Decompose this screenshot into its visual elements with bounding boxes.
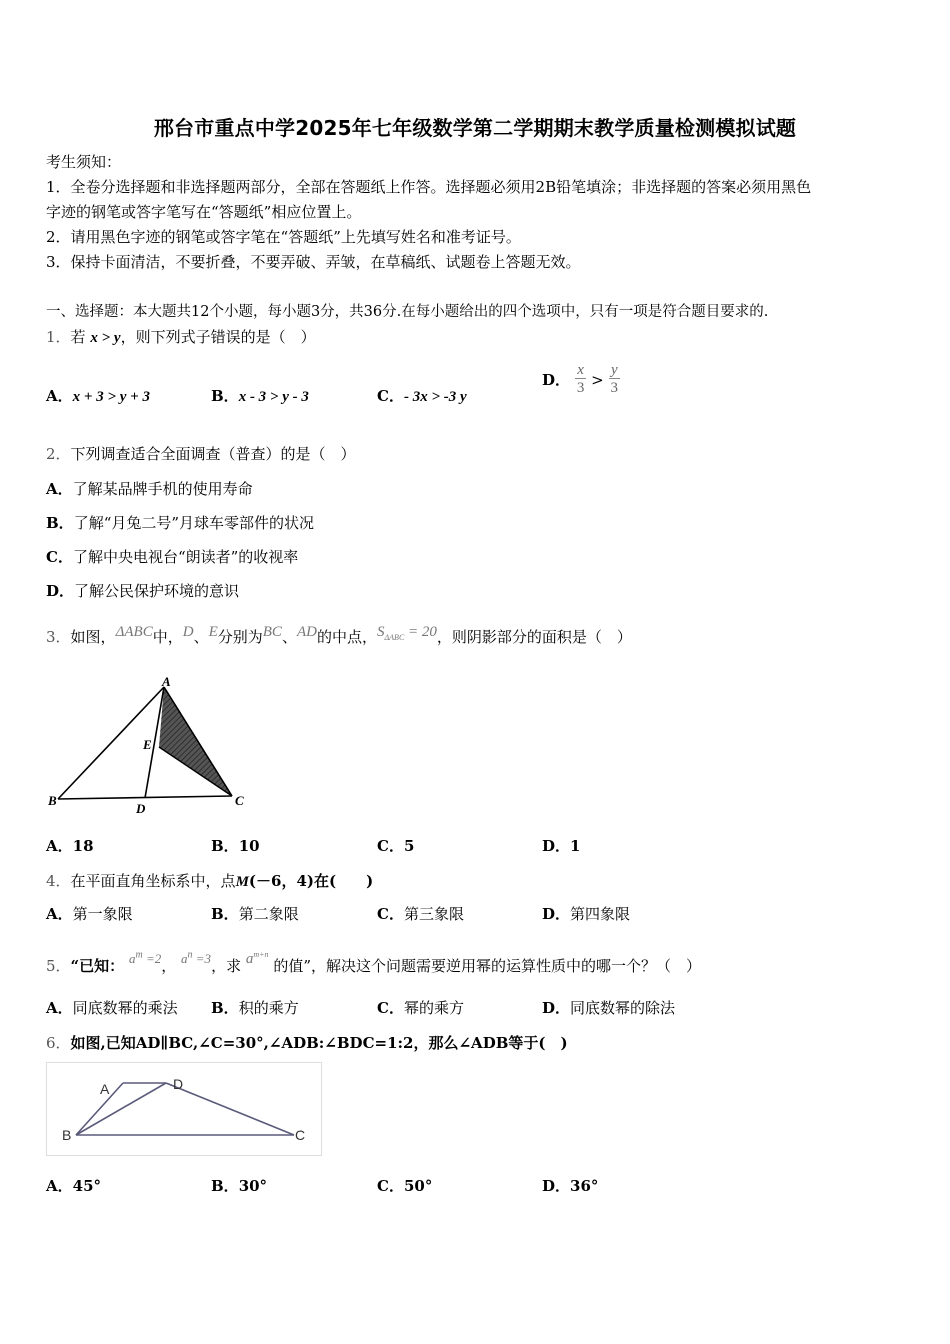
notice-heading: 考生须知： [46,153,122,171]
notice-item: 字迹的钢笔或答字笔写在“答题纸”相应位置上。 [46,203,362,221]
label-d: D [173,1076,184,1092]
q5-option-d[interactable]: D．同底数幂的除法 [542,999,676,1017]
q4-option-a[interactable]: A．第一象限 [46,905,133,923]
q2-option-a[interactable]: A．了解某品牌手机的使用寿命 [46,480,253,498]
q5-option-b[interactable]: B．积的乘方 [211,999,299,1017]
label-e: E [143,737,152,752]
question-number: 1． [46,328,71,346]
q4-option-c[interactable]: C．第三象限 [377,905,464,923]
triangle-figure [46,675,256,815]
notice-item: 3．保持卡面清洁，不要折叠，不要弄破、弄皱，在草稿纸、试题卷上答题无效。 [46,253,581,271]
q1-option-c[interactable]: C．- 3x > -3 y [377,387,467,405]
q5-option-a[interactable]: A．同底数幂的乘法 [46,999,178,1017]
label-b: B [62,1127,72,1143]
q1-option-b[interactable]: B．x - 3 > y - 3 [211,387,309,405]
question-6: 6．如图,已知AD∥BC,∠C=30°,∠ADB:∠BDC=1:2，那么∠ADB等于( ) [46,1034,568,1052]
trapezoid-figure [46,1062,322,1157]
question-2: 2．下列调查适合全面调查（普查）的是（ ） [46,445,356,463]
q2-option-c[interactable]: C．了解中央电视台“朗读者”的收视率 [46,548,299,566]
q3-option-c[interactable]: C．5 [377,837,415,855]
notice-item: 1．全卷分选择题和非选择题两部分，全部在答题纸上作答。选择题必须用2B铅笔填涂；非选择题的答案必须用黑色 [46,178,812,196]
label-d: D [136,801,146,815]
q4-option-d[interactable]: D．第四象限 [542,905,631,923]
q6-option-c[interactable]: C．50° [377,1177,433,1195]
question-5: 5．“已知： $a^m =2$， $a^n =3$，求 $a^{m+n}$ 的值”，解决这个问题需要逆用幂的运算性质中的哪一个？（ ） [46,949,701,975]
q1-option-d[interactable]: D． $\frac{x}{3}$ > $\frac{y}{3}$ [542,362,619,396]
label-c: C [295,1127,306,1143]
q1-option-a[interactable]: A．x + 3 > y + 3 [46,387,150,405]
q5-option-c[interactable]: C．幂的乘方 [377,999,464,1017]
segment-bd [76,1083,166,1135]
q2-option-b[interactable]: B．了解“月兔二号”月球车零部件的状况 [46,514,315,532]
q2-option-d[interactable]: D．了解公民保护环境的意识 [46,582,240,600]
q3-option-d[interactable]: D．1 [542,837,581,855]
section-heading: 一、选择题：本大题共12个小题，每小题3分，共36分.在每小题给出的四个选项中，只有一项是符合题目要求的. [46,304,769,320]
q6-option-a[interactable]: A．45° [46,1177,102,1195]
question-3: 3．如图，ΔABC中，D、E分别为BC、AD的中点，$S_{\Delta ABC} = 20$，则阴影部分的面积是（ ） [46,624,632,646]
q3-option-b[interactable]: B．10 [211,837,260,855]
condition: x > y [90,330,121,346]
segment-dc [166,1083,294,1135]
q3-option-a[interactable]: A．18 [46,837,94,855]
question-4: 4．在平面直角坐标系中，点M(－6，4)在( ) [46,872,374,890]
q6-option-d[interactable]: D．36° [542,1177,599,1195]
notice-item: 2．请用黑色字迹的钢笔或答字笔在“答题纸”上先填写姓名和准考证号。 [46,228,521,246]
page-title: 邢台市重点中学2025年七年级数学第二学期期末教学质量检测模拟试题 [153,116,797,140]
label-c: C [235,793,244,808]
q4-option-b[interactable]: B．第二象限 [211,905,299,923]
fraction: $\frac{y}{3}$ [610,362,619,396]
question-1: 1．若 x > y，则下列式子错误的是（ ） [46,328,316,346]
label-a: A [162,675,171,689]
q6-option-b[interactable]: B．30° [211,1177,268,1195]
fraction: $\frac{x}{3}$ [576,362,585,396]
figure-frame [47,1063,322,1156]
label-b: B [48,793,57,808]
label-a: A [100,1081,110,1097]
